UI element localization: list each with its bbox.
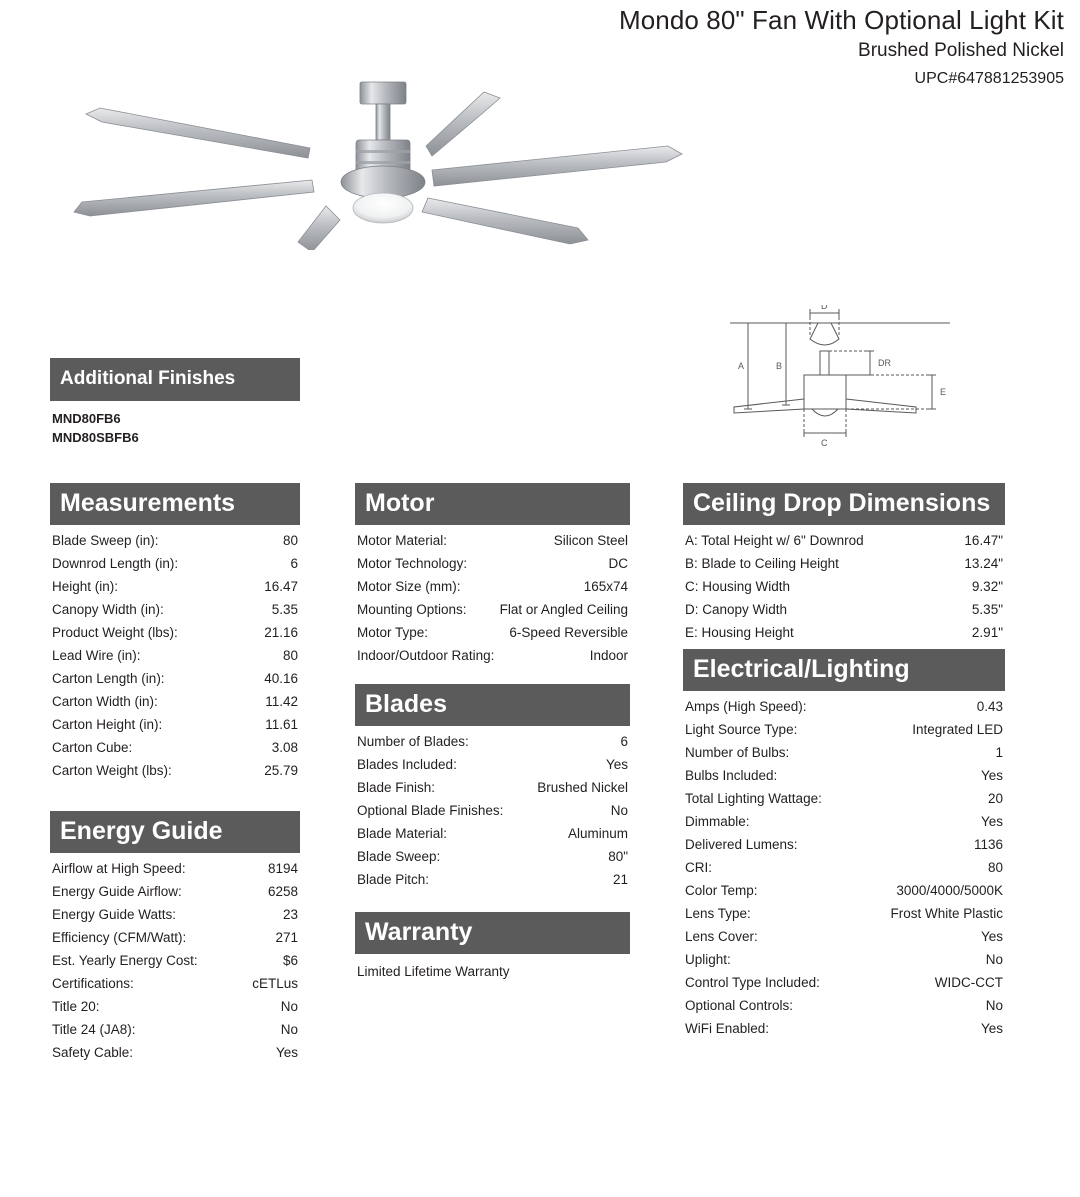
spec-label: Carton Length (in): <box>52 670 165 686</box>
spec-row <box>50 995 300 1018</box>
spec-value: 16.47 <box>264 578 298 594</box>
spec-row <box>683 1017 1005 1040</box>
spec-row <box>50 759 300 782</box>
spec-label: Blade Material: <box>357 825 448 841</box>
spec-row <box>50 575 300 598</box>
spec-row <box>355 822 630 845</box>
spec-row <box>683 764 1005 787</box>
spec-value: $6 <box>282 952 298 968</box>
spec-row <box>50 880 300 903</box>
spec-value: 165x74 <box>583 578 628 594</box>
spec-value: 21.16 <box>264 624 298 640</box>
spec-row <box>355 868 630 891</box>
spec-value: 5.35" <box>971 601 1003 617</box>
spec-row <box>50 1018 300 1041</box>
spec-label: C: Housing Width <box>685 578 791 594</box>
spec-row <box>683 994 1005 1017</box>
spec-value: 3000/4000/5000K <box>896 882 1003 898</box>
spec-row <box>683 718 1005 741</box>
spec-row <box>683 695 1005 718</box>
spec-value: 11.42 <box>265 693 298 709</box>
ceiling-drop-table <box>683 529 1005 644</box>
spec-row <box>50 667 300 690</box>
warranty-text: Limited Lifetime Warranty <box>357 964 510 979</box>
spec-label: Number of Bulbs: <box>685 744 790 760</box>
spec-label: A: Total Height w/ 6" Downrod <box>685 532 864 548</box>
ceiling-drop-section <box>683 483 1005 644</box>
upc-code: UPC#647881253905 <box>914 70 1064 87</box>
spec-label: Number of Blades: <box>357 733 469 749</box>
spec-label: E: Housing Height <box>685 624 794 640</box>
spec-label: Delivered Lumens: <box>685 836 798 852</box>
spec-value: 0.43 <box>976 698 1003 714</box>
spec-value: 80 <box>282 532 298 548</box>
spec-label: Optional Controls: <box>685 997 794 1013</box>
blades-heading: Blades <box>355 684 630 726</box>
spec-value: 9.32" <box>971 578 1003 594</box>
spec-value: Yes <box>980 1020 1003 1036</box>
spec-row <box>683 833 1005 856</box>
spec-value: DC <box>608 555 628 571</box>
spec-label: Lens Cover: <box>685 928 758 944</box>
spec-label: Downrod Length (in): <box>52 555 179 571</box>
spec-row <box>50 621 300 644</box>
spec-row <box>683 902 1005 925</box>
spec-label: Title 24 (JA8): <box>52 1021 136 1037</box>
spec-value: Yes <box>980 813 1003 829</box>
spec-value: No <box>985 951 1003 967</box>
spec-label: Safety Cable: <box>52 1044 134 1060</box>
finish-code: MND80FB6 <box>52 411 121 426</box>
spec-label: Light Source Type: <box>685 721 798 737</box>
spec-label: Blade Sweep (in): <box>52 532 159 548</box>
spec-value: 8194 <box>267 860 298 876</box>
spec-label: Energy Guide Watts: <box>52 906 177 922</box>
measurements-section <box>50 483 300 782</box>
ceiling-drop-heading: Ceiling Drop Dimensions <box>683 483 1005 525</box>
spec-value: 40.16 <box>264 670 298 686</box>
spec-value: Indoor <box>589 647 628 663</box>
additional-finishes-heading: Additional Finishes <box>50 358 300 401</box>
spec-label: Blades Included: <box>357 756 457 772</box>
spec-value: Frost White Plastic <box>890 905 1003 921</box>
spec-row <box>355 776 630 799</box>
spec-value: 23 <box>282 906 298 922</box>
spec-row <box>683 529 1005 552</box>
diagram-label-b: B <box>776 361 783 371</box>
spec-label: CRI: <box>685 859 712 875</box>
diagram-label-a: A <box>738 361 745 371</box>
spec-value: 271 <box>275 929 298 945</box>
spec-row <box>355 753 630 776</box>
spec-row <box>50 690 300 713</box>
motor-section <box>355 483 630 667</box>
spec-label: Motor Technology: <box>357 555 468 571</box>
spec-row <box>683 810 1005 833</box>
spec-label: Blade Pitch: <box>357 871 430 887</box>
spec-value: cETLus <box>252 975 298 991</box>
spec-row <box>355 621 630 644</box>
spec-row <box>50 972 300 995</box>
spec-row <box>50 903 300 926</box>
diagram-label-c: C <box>821 438 828 448</box>
product-image-ceiling-fan <box>40 30 700 250</box>
spec-value: Yes <box>980 928 1003 944</box>
spec-label: Carton Width (in): <box>52 693 158 709</box>
warranty-section <box>355 912 630 980</box>
spec-row <box>683 552 1005 575</box>
spec-value: 2.91" <box>971 624 1003 640</box>
spec-row <box>50 1041 300 1064</box>
spec-value: 13.24" <box>964 555 1003 571</box>
spec-label: Carton Height (in): <box>52 716 163 732</box>
spec-label: Title 20: <box>52 998 100 1014</box>
spec-value: Yes <box>275 1044 298 1060</box>
spec-value: 5.35 <box>271 601 298 617</box>
spec-value: No <box>610 802 628 818</box>
spec-label: Efficiency (CFM/Watt): <box>52 929 187 945</box>
spec-row <box>683 971 1005 994</box>
spec-label: WiFi Enabled: <box>685 1020 770 1036</box>
spec-row <box>683 856 1005 879</box>
spec-value: 1 <box>995 744 1003 760</box>
spec-row <box>683 787 1005 810</box>
spec-label: Mounting Options: <box>357 601 467 617</box>
spec-value: Yes <box>605 756 628 772</box>
electrical-lighting-heading: Electrical/Lighting <box>683 649 1005 691</box>
spec-label: Control Type Included: <box>685 974 820 990</box>
energy-guide-section <box>50 811 300 1064</box>
spec-value: No <box>985 997 1003 1013</box>
spec-value: 6 <box>290 555 298 571</box>
spec-label: Motor Size (mm): <box>357 578 461 594</box>
energy-guide-table <box>50 857 300 1064</box>
spec-label: Product Weight (lbs): <box>52 624 178 640</box>
energy-guide-heading: Energy Guide <box>50 811 300 853</box>
spec-value: Brushed Nickel <box>537 779 628 795</box>
spec-value: 3.08 <box>271 739 298 755</box>
spec-row <box>355 529 630 552</box>
spec-value: 6-Speed Reversible <box>509 624 628 640</box>
spec-label: Lens Type: <box>685 905 751 921</box>
spec-row <box>683 948 1005 971</box>
spec-label: Carton Cube: <box>52 739 133 755</box>
spec-label: Carton Weight (lbs): <box>52 762 172 778</box>
spec-label: D: Canopy Width <box>685 601 788 617</box>
spec-value: No <box>280 998 298 1014</box>
spec-row <box>355 644 630 667</box>
spec-row <box>50 949 300 972</box>
spec-label: Uplight: <box>685 951 731 967</box>
spec-label: Optional Blade Finishes: <box>357 802 504 818</box>
spec-row <box>683 621 1005 644</box>
finish-subtitle: Brushed Polished Nickel <box>858 40 1064 61</box>
spec-row <box>683 741 1005 764</box>
spec-value: 6 <box>620 733 628 749</box>
electrical-lighting-table <box>683 695 1005 1040</box>
spec-value: Yes <box>980 767 1003 783</box>
spec-value: Flat or Angled Ceiling <box>499 601 628 617</box>
spec-label: Indoor/Outdoor Rating: <box>357 647 495 663</box>
spec-value: 80" <box>608 848 628 864</box>
spec-value: 11.61 <box>265 716 298 732</box>
warranty-heading: Warranty <box>355 912 630 954</box>
motor-heading: Motor <box>355 483 630 525</box>
spec-label: Bulbs Included: <box>685 767 778 783</box>
spec-value: 25.79 <box>264 762 298 778</box>
spec-row <box>355 575 630 598</box>
spec-row <box>683 879 1005 902</box>
motor-table <box>355 529 630 667</box>
spec-label: Canopy Width (in): <box>52 601 164 617</box>
spec-row <box>355 552 630 575</box>
spec-row <box>355 845 630 868</box>
spec-label: Motor Type: <box>357 624 429 640</box>
spec-label: Blade Finish: <box>357 779 436 795</box>
spec-value: 80 <box>282 647 298 663</box>
spec-row <box>683 575 1005 598</box>
spec-value: Aluminum <box>567 825 628 841</box>
spec-value: 20 <box>987 790 1003 806</box>
spec-label: Energy Guide Airflow: <box>52 883 182 899</box>
spec-value: WIDC-CCT <box>934 974 1003 990</box>
spec-row <box>355 598 630 621</box>
page-title: Mondo 80" Fan With Optional Light Kit <box>618 5 1064 35</box>
spec-value: 16.47" <box>964 532 1003 548</box>
spec-label: Height (in): <box>52 578 119 594</box>
measurements-table <box>50 529 300 782</box>
spec-value: 6258 <box>267 883 298 899</box>
spec-row <box>50 644 300 667</box>
additional-finishes-section <box>50 358 300 447</box>
spec-row <box>50 926 300 949</box>
diagram-label-e: E <box>940 387 947 397</box>
spec-label: Motor Material: <box>357 532 448 548</box>
spec-row <box>50 736 300 759</box>
spec-label: Dimmable: <box>685 813 750 829</box>
electrical-lighting-section <box>683 649 1005 1040</box>
spec-row <box>683 598 1005 621</box>
spec-label: Amps (High Speed): <box>685 698 807 714</box>
spec-row <box>355 730 630 753</box>
spec-row <box>683 925 1005 948</box>
measurements-heading: Measurements <box>50 483 300 525</box>
ceiling-drop-diagram <box>700 305 1040 470</box>
spec-label: Total Lighting Wattage: <box>685 790 822 806</box>
spec-row <box>355 799 630 822</box>
spec-label: Certifications: <box>52 975 134 991</box>
spec-row <box>50 529 300 552</box>
spec-value: Silicon Steel <box>553 532 628 548</box>
blades-section <box>355 684 630 891</box>
spec-row <box>50 552 300 575</box>
spec-value: No <box>280 1021 298 1037</box>
spec-row <box>50 598 300 621</box>
finish-code: MND80SBFB6 <box>52 430 139 445</box>
spec-label: B: Blade to Ceiling Height <box>685 555 839 571</box>
spec-row <box>50 857 300 880</box>
spec-label: Airflow at High Speed: <box>52 860 186 876</box>
spec-label: Blade Sweep: <box>357 848 441 864</box>
spec-row <box>50 713 300 736</box>
spec-label: Lead Wire (in): <box>52 647 141 663</box>
spec-value: Integrated LED <box>912 721 1003 737</box>
blades-table <box>355 730 630 891</box>
spec-value: 80 <box>987 859 1003 875</box>
diagram-label-dr: DR <box>878 358 891 368</box>
spec-value: 1136 <box>973 836 1003 852</box>
spec-label: Est. Yearly Energy Cost: <box>52 952 198 968</box>
spec-label: Color Temp: <box>685 882 758 898</box>
diagram-label-d: D <box>821 305 828 311</box>
spec-value: 21 <box>612 871 628 887</box>
